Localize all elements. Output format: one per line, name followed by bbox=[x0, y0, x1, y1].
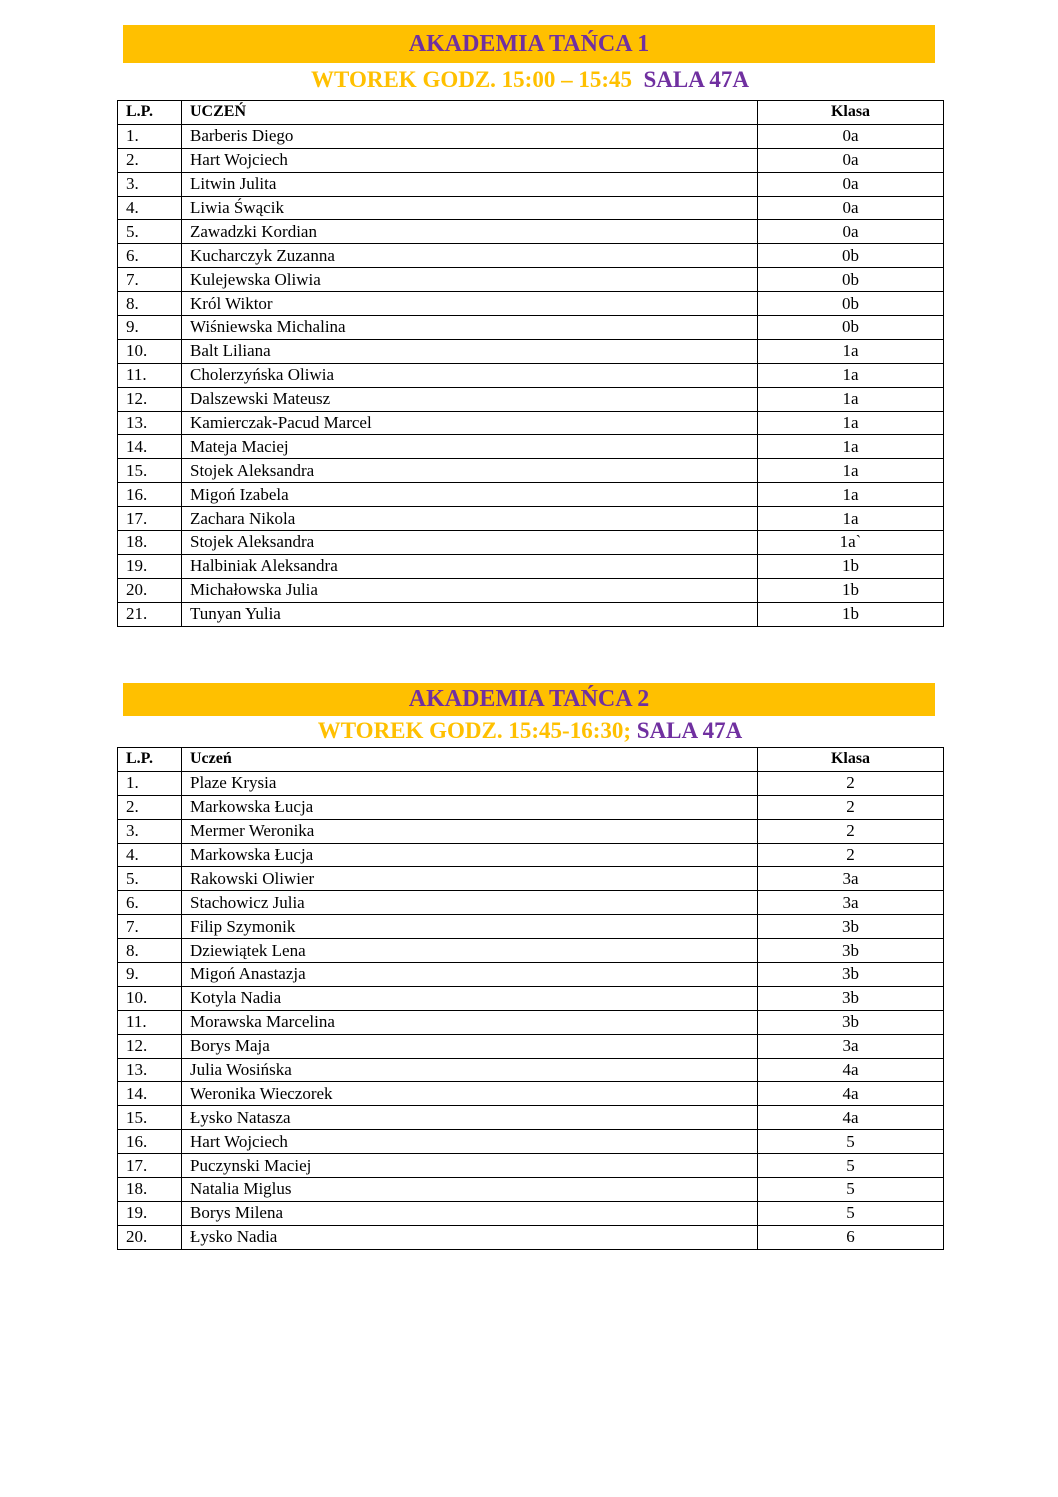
student-name: Zachara Nikola bbox=[182, 507, 758, 531]
table-row bbox=[118, 867, 944, 891]
student-class: 0a bbox=[758, 148, 944, 172]
student-name: Stachowicz Julia bbox=[182, 891, 758, 915]
table-row bbox=[118, 1058, 944, 1082]
student-class: 0a bbox=[758, 196, 944, 220]
roster-table bbox=[117, 100, 944, 627]
student-name: Puczynski Maciej bbox=[182, 1154, 758, 1178]
table-row bbox=[118, 1154, 944, 1178]
table-row bbox=[118, 172, 944, 196]
table-row bbox=[118, 292, 944, 316]
student-class: 3b bbox=[758, 986, 944, 1010]
row-number: 2. bbox=[118, 148, 182, 172]
student-class: 3b bbox=[758, 939, 944, 963]
table-header-row bbox=[118, 101, 944, 125]
student-class: 2 bbox=[758, 819, 944, 843]
student-name: Hart Wojciech bbox=[182, 148, 758, 172]
table-row bbox=[118, 843, 944, 867]
table-row bbox=[118, 1130, 944, 1154]
table-row bbox=[118, 602, 944, 626]
student-name: Halbiniak Aleksandra bbox=[182, 554, 758, 578]
student-class: 1b bbox=[758, 554, 944, 578]
student-name: Weronika Wieczorek bbox=[182, 1082, 758, 1106]
table-row bbox=[118, 483, 944, 507]
student-class: 5 bbox=[758, 1201, 944, 1225]
student-class: 1b bbox=[758, 578, 944, 602]
student-name: Stojek Aleksandra bbox=[182, 531, 758, 555]
row-number: 1. bbox=[118, 771, 182, 795]
student-name: Kulejewska Oliwia bbox=[182, 268, 758, 292]
row-number: 7. bbox=[118, 915, 182, 939]
table-row bbox=[118, 939, 944, 963]
student-class: 0a bbox=[758, 124, 944, 148]
student-class: 2 bbox=[758, 771, 944, 795]
row-number: 18. bbox=[118, 1178, 182, 1202]
table-row bbox=[118, 1082, 944, 1106]
roster-table bbox=[117, 747, 944, 1250]
row-number: 16. bbox=[118, 1130, 182, 1154]
header-lp: L.P. bbox=[118, 101, 182, 125]
table-row bbox=[118, 1010, 944, 1034]
row-number: 6. bbox=[118, 244, 182, 268]
row-number: 13. bbox=[118, 1058, 182, 1082]
student-class: 0b bbox=[758, 268, 944, 292]
room-text: SALA 47A bbox=[636, 718, 743, 743]
table-row bbox=[118, 915, 944, 939]
row-number: 15. bbox=[118, 1106, 182, 1130]
table-row bbox=[118, 268, 944, 292]
student-class: 1a bbox=[758, 411, 944, 435]
student-name: Migoń Anastazja bbox=[182, 963, 758, 987]
student-name: Barberis Diego bbox=[182, 124, 758, 148]
header-student: Uczeń bbox=[182, 748, 758, 772]
row-number: 3. bbox=[118, 172, 182, 196]
student-class: 2 bbox=[758, 795, 944, 819]
table-row bbox=[118, 531, 944, 555]
student-name: Borys Milena bbox=[182, 1201, 758, 1225]
student-class: 0b bbox=[758, 292, 944, 316]
student-name: Kotyla Nadia bbox=[182, 986, 758, 1010]
student-name: Dziewiątek Lena bbox=[182, 939, 758, 963]
table-row bbox=[118, 1034, 944, 1058]
student-name: Dalszewski Mateusz bbox=[182, 387, 758, 411]
row-number: 21. bbox=[118, 602, 182, 626]
section-subtitle bbox=[117, 65, 943, 95]
student-class: 3b bbox=[758, 915, 944, 939]
table-row bbox=[118, 124, 944, 148]
schedule-text: WTOREK GODZ. 15:45-16:30; bbox=[317, 718, 632, 743]
table-row bbox=[118, 578, 944, 602]
row-number: 5. bbox=[118, 867, 182, 891]
student-name: Zawadzki Kordian bbox=[182, 220, 758, 244]
table-row bbox=[118, 554, 944, 578]
table-row bbox=[118, 1225, 944, 1249]
student-class: 3a bbox=[758, 1034, 944, 1058]
table-row bbox=[118, 507, 944, 531]
table-row bbox=[118, 795, 944, 819]
header-lp: L.P. bbox=[118, 748, 182, 772]
student-name: Wiśniewska Michalina bbox=[182, 316, 758, 340]
student-class: 3b bbox=[758, 1010, 944, 1034]
student-name: Kucharczyk Zuzanna bbox=[182, 244, 758, 268]
student-name: Rakowski Oliwier bbox=[182, 867, 758, 891]
row-number: 17. bbox=[118, 1154, 182, 1178]
student-class: 0b bbox=[758, 244, 944, 268]
student-name: Mermer Weronika bbox=[182, 819, 758, 843]
student-name: Migoń Izabela bbox=[182, 483, 758, 507]
student-class: 5 bbox=[758, 1154, 944, 1178]
header-student: UCZEŃ bbox=[182, 101, 758, 125]
student-name: Morawska Marcelina bbox=[182, 1010, 758, 1034]
student-name: Tunyan Yulia bbox=[182, 602, 758, 626]
schedule-text: WTOREK GODZ. 15:00 – 15:45 bbox=[311, 67, 632, 92]
row-number: 9. bbox=[118, 963, 182, 987]
student-name: Natalia Miglus bbox=[182, 1178, 758, 1202]
student-name: Michałowska Julia bbox=[182, 578, 758, 602]
row-number: 14. bbox=[118, 1082, 182, 1106]
row-number: 12. bbox=[118, 1034, 182, 1058]
table-row bbox=[118, 363, 944, 387]
table-row bbox=[118, 1178, 944, 1202]
row-number: 4. bbox=[118, 196, 182, 220]
row-number: 2. bbox=[118, 795, 182, 819]
student-class: 6 bbox=[758, 1225, 944, 1249]
student-class: 0a bbox=[758, 220, 944, 244]
header-class: Klasa bbox=[758, 101, 944, 125]
table-row bbox=[118, 220, 944, 244]
student-class: 4a bbox=[758, 1082, 944, 1106]
row-number: 8. bbox=[118, 939, 182, 963]
row-number: 11. bbox=[118, 363, 182, 387]
row-number: 19. bbox=[118, 1201, 182, 1225]
table-row bbox=[118, 1106, 944, 1130]
student-class: 0a bbox=[758, 172, 944, 196]
row-number: 5. bbox=[118, 220, 182, 244]
table-row bbox=[118, 459, 944, 483]
student-class: 4a bbox=[758, 1106, 944, 1130]
student-name: Markowska Łucja bbox=[182, 843, 758, 867]
row-number: 4. bbox=[118, 843, 182, 867]
student-class: 1a bbox=[758, 483, 944, 507]
table-row bbox=[118, 387, 944, 411]
table-row bbox=[118, 316, 944, 340]
table-body bbox=[118, 124, 944, 626]
row-number: 10. bbox=[118, 339, 182, 363]
table-row bbox=[118, 411, 944, 435]
row-number: 6. bbox=[118, 891, 182, 915]
row-number: 7. bbox=[118, 268, 182, 292]
table-row bbox=[118, 963, 944, 987]
student-name: Stojek Aleksandra bbox=[182, 459, 758, 483]
room-text: SALA 47A bbox=[643, 67, 749, 92]
student-class: 1b bbox=[758, 602, 944, 626]
student-name: Julia Wosińska bbox=[182, 1058, 758, 1082]
table-row bbox=[118, 891, 944, 915]
student-class: 3b bbox=[758, 963, 944, 987]
table-row bbox=[118, 819, 944, 843]
table-row bbox=[118, 244, 944, 268]
row-number: 15. bbox=[118, 459, 182, 483]
row-number: 11. bbox=[118, 1010, 182, 1034]
row-number: 18. bbox=[118, 531, 182, 555]
student-name: Markowska Łucja bbox=[182, 795, 758, 819]
row-number: 14. bbox=[118, 435, 182, 459]
row-number: 10. bbox=[118, 986, 182, 1010]
table-row bbox=[118, 1201, 944, 1225]
table-row bbox=[118, 339, 944, 363]
student-class: 1a bbox=[758, 387, 944, 411]
student-class: 1a` bbox=[758, 531, 944, 555]
student-class: 1a bbox=[758, 507, 944, 531]
student-name: Balt Liliana bbox=[182, 339, 758, 363]
student-class: 4a bbox=[758, 1058, 944, 1082]
student-class: 1a bbox=[758, 459, 944, 483]
row-number: 16. bbox=[118, 483, 182, 507]
row-number: 3. bbox=[118, 819, 182, 843]
student-name: Cholerzyńska Oliwia bbox=[182, 363, 758, 387]
row-number: 13. bbox=[118, 411, 182, 435]
table-body bbox=[118, 771, 944, 1249]
header-class: Klasa bbox=[758, 748, 944, 772]
student-class: 0b bbox=[758, 316, 944, 340]
row-number: 20. bbox=[118, 1225, 182, 1249]
student-class: 3a bbox=[758, 891, 944, 915]
row-number: 20. bbox=[118, 578, 182, 602]
row-number: 8. bbox=[118, 292, 182, 316]
section-title: AKADEMIA TAŃCA 2 bbox=[123, 683, 935, 716]
table-row bbox=[118, 148, 944, 172]
section-title: AKADEMIA TAŃCA 1 bbox=[123, 25, 935, 63]
student-class: 2 bbox=[758, 843, 944, 867]
student-name: Borys Maja bbox=[182, 1034, 758, 1058]
student-name: Filip Szymonik bbox=[182, 915, 758, 939]
student-class: 5 bbox=[758, 1130, 944, 1154]
student-name: Liwia Śwącik bbox=[182, 196, 758, 220]
student-class: 1a bbox=[758, 363, 944, 387]
row-number: 17. bbox=[118, 507, 182, 531]
student-name: Łysko Nadia bbox=[182, 1225, 758, 1249]
student-name: Litwin Julita bbox=[182, 172, 758, 196]
student-class: 5 bbox=[758, 1178, 944, 1202]
student-name: Plaze Krysia bbox=[182, 771, 758, 795]
row-number: 1. bbox=[118, 124, 182, 148]
row-number: 19. bbox=[118, 554, 182, 578]
student-name: Łysko Natasza bbox=[182, 1106, 758, 1130]
student-name: Król Wiktor bbox=[182, 292, 758, 316]
row-number: 9. bbox=[118, 316, 182, 340]
section-subtitle bbox=[117, 716, 943, 746]
student-name: Hart Wojciech bbox=[182, 1130, 758, 1154]
table-header-row bbox=[118, 748, 944, 772]
table-row bbox=[118, 196, 944, 220]
student-name: Mateja Maciej bbox=[182, 435, 758, 459]
student-name: Kamierczak-Pacud Marcel bbox=[182, 411, 758, 435]
student-class: 1a bbox=[758, 339, 944, 363]
row-number: 12. bbox=[118, 387, 182, 411]
table-row bbox=[118, 435, 944, 459]
student-class: 1a bbox=[758, 435, 944, 459]
table-row bbox=[118, 986, 944, 1010]
student-class: 3a bbox=[758, 867, 944, 891]
table-row bbox=[118, 771, 944, 795]
